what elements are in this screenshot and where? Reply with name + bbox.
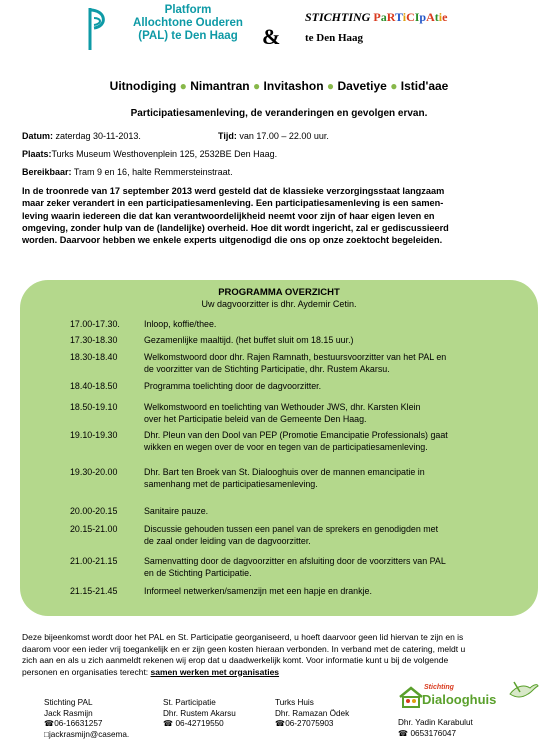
participatie-letter: e — [442, 10, 448, 24]
footer-paragraph — [22, 632, 542, 678]
pal-name-line-2: Allochtone Ouderen — [133, 17, 243, 29]
participatie-letter: i — [402, 10, 407, 24]
participatie-letter: P — [373, 10, 381, 24]
invite-word: Invitashon — [263, 79, 324, 93]
program-desc: wikken en wegen over de voor en tegen van de participatiesamenleving. — [144, 441, 428, 452]
contact-org: St. Participatie — [163, 698, 216, 707]
program-desc: over het Participatie beleid van de Gemeente Den Haag. — [144, 413, 367, 424]
program-desc: de zaal onder leiding van de dagvoorzitter. — [144, 535, 311, 546]
contact-org: Turks Huis — [275, 698, 314, 707]
participatie-letter: p — [419, 10, 427, 24]
plaats-label: Plaats: — [22, 149, 52, 159]
contact-phone: ☎06-27075903 — [275, 719, 334, 729]
datum-line — [22, 131, 141, 141]
footer-prefix: personen en organisaties terecht: — [22, 666, 151, 677]
participatie-colored-word — [373, 10, 447, 24]
program-desc: Dhr. Bart ten Broek van St. Dialooghuis over de mannen emancipatie in — [144, 467, 425, 477]
contact-name: Jack Rasmijn — [44, 708, 93, 718]
dialooghuis-small: Stichting — [424, 684, 454, 691]
program-desc: Discussie gehouden tussen een panel van de sprekers en genodigden met — [144, 524, 439, 534]
contact-participatie — [163, 698, 236, 730]
tijd-line — [218, 131, 329, 141]
program-desc: Welkomstwoord en toelichting van Wethouder JWS, dhr. Karsten Klein — [144, 402, 421, 412]
footer-line — [22, 667, 542, 679]
program-desc: Inloop, koffie/thee. — [144, 319, 217, 329]
contact-name: Dhr. Rustem Akarsu — [163, 708, 236, 718]
participatie-letter: A — [426, 10, 435, 24]
program-desc: Sanitaire pauze. — [144, 506, 209, 516]
datum-label: Datum: — [22, 131, 53, 141]
program-time: 18.30-18.40 — [70, 352, 118, 362]
stichting-participatie-name — [305, 10, 447, 25]
invite-word: Istid'aae — [400, 79, 449, 93]
participatie-letter: T — [394, 10, 403, 24]
program-time: 18.50-19.10 — [70, 402, 118, 412]
contact-name: Dhr. Yadin Karabulut — [398, 718, 473, 727]
participatie-letter: i — [438, 10, 443, 24]
invitation-line — [0, 79, 558, 93]
program-time: 19.30-20.00 — [70, 467, 118, 477]
participatie-letter: t — [434, 10, 439, 24]
program-desc: Informeel netwerken/samenzijn met een hapje en drankje. — [144, 586, 372, 596]
program-desc: Welkomstwoord door dhr. Rajen Ramnath, bestuursvoorzitter van het PAL en — [144, 352, 447, 362]
contact-email[interactable]: □jackrasmijn@casema. — [44, 729, 130, 739]
program-desc: Gezamenlijke maaltijd. (het buffet sluit om 18.15 uur.) — [144, 335, 354, 345]
stichting-word: STICHTING — [305, 10, 371, 24]
participatie-letter: a — [380, 10, 387, 24]
intro-paragraph — [22, 185, 536, 246]
intro-line: omgeving, zonder hulp van de (landelijke) overheid. Hoe dit wordt ingericht, zal er gediscussieerd — [22, 222, 449, 233]
invite-word: Nimantran — [190, 79, 250, 93]
program-desc: en de Stichting Participatie. — [144, 567, 252, 578]
program-time: 18.40-18.50 — [70, 381, 118, 391]
datum-value: zaterdag 30-11-2013. — [55, 131, 141, 141]
participatie-letter: R — [386, 10, 395, 24]
pal-logo-icon — [84, 4, 112, 54]
tijd-value: van 17.00 – 22.00 uur. — [239, 131, 329, 141]
pal-name-line-3: (PAL) te Den Haag — [138, 30, 238, 42]
program-desc: Samenvatting door de dagvoorzitter en afsluiting door de voorzitters van PAL — [144, 556, 446, 566]
tijd-label: Tijd: — [218, 131, 237, 141]
participatie-letter: C — [406, 10, 415, 24]
house-icon — [398, 686, 424, 708]
footer-line: zich aan en als u zich aanmeldt rekenen wij erop dat u daadwerkelijk komt. Voor informatie kunt u bij de volgende — [22, 655, 449, 665]
bereikbaar-value: Tram 9 en 16, halte Remmersteinstraat. — [73, 167, 233, 177]
program-chair: Uw dagvoorzitter is dhr. Aydemir Cetin. — [201, 299, 357, 309]
program-desc: samenhang met de participatiesamenleving. — [144, 478, 318, 489]
contact-pal — [44, 698, 129, 740]
bereikbaar-label: Bereikbaar: — [22, 167, 72, 177]
contact-phone: ☎ 0653176047 — [398, 728, 457, 738]
program-time: 20.00-20.15 — [70, 506, 118, 516]
program-title: PROGRAMMA OVERZICHT — [218, 287, 340, 298]
footer-line: daarom voor een ieder vrij toegankelijk en er zijn geen kosten hieraan verbonden. In verband met de catering, meldt u — [22, 643, 466, 654]
program-time: 19.10-19.30 — [70, 430, 118, 440]
dialooghuis-big: Dialooghuis — [422, 692, 497, 707]
program-desc: de voorzitter van de Stichting Participatie, dhr. Rustem Akarsu. — [144, 363, 390, 374]
invite-word: Davetiye — [337, 79, 387, 93]
ampersand: & — [262, 24, 281, 49]
program-time: 21.00-21.15 — [70, 556, 118, 566]
intro-line: In de troonrede van 17 september 2013 werd gesteld dat de klassieke verzorgingsstaat langzaam — [22, 186, 445, 196]
contact-phone: ☎ 06-42719550 — [163, 719, 224, 729]
contact-turks-huis — [275, 698, 349, 730]
intro-line: worden. Daarvoor hebben we enkele experts uitgenodigd die ons op onze zoektocht begeleiden. — [22, 235, 443, 246]
program-desc: Dhr. Pleun van den Dool van PEP (Promotie Emancipatie Professionals) gaat — [144, 430, 448, 440]
program-time: 20.15-21.00 — [70, 524, 118, 534]
program-desc: Programma toelichting door de dagvoorzitter. — [144, 381, 322, 391]
pal-name-line-1: Platform — [164, 4, 212, 16]
bullet-dot: ● — [179, 79, 187, 93]
plaats-line — [22, 149, 277, 159]
dove-icon — [508, 680, 540, 702]
organisations-link[interactable]: samen werken met organisaties — [150, 666, 280, 677]
bullet-dot: ● — [390, 79, 398, 93]
program-time: 17.30-18.30 — [70, 335, 118, 345]
contact-dialooghuis — [398, 718, 473, 739]
footer-line: Deze bijeenkomst wordt door het PAL en St. Participatie georganiseerd, u hoeft daarvoor geen lid hiervan te zijn en is — [22, 632, 464, 642]
event-subtitle: Participatiesamenleving, de veranderingen en gevolgen ervan. — [130, 108, 428, 119]
bullet-dot: ● — [326, 79, 335, 93]
bereikbaar-line — [22, 167, 233, 177]
stichting-location: te Den Haag — [305, 32, 364, 44]
contact-org: Stichting PAL — [44, 698, 93, 707]
program-time: 17.00-17.30. — [70, 319, 120, 329]
participatie-letter: I — [414, 10, 420, 24]
invite-word: Uitnodiging — [109, 79, 177, 93]
bullet-dot: ● — [252, 79, 261, 93]
intro-line: leving waarin iedereen die dat kan verantwoordelijkheid neemt voor zijn of haar eigen leven en — [22, 210, 435, 221]
intro-line: maar zeker verandert in een participatiesamenleving. Een participatiesamenleving is een samen- — [22, 198, 444, 209]
contact-phone: ☎06-16631257 — [44, 719, 103, 729]
contact-name: Dhr. Ramazan Ödek — [275, 708, 350, 718]
plaats-value: Turks Museum Westhovenplein 125, 2532BE Den Haag. — [51, 149, 278, 159]
program-time: 21.15-21.45 — [70, 586, 118, 596]
